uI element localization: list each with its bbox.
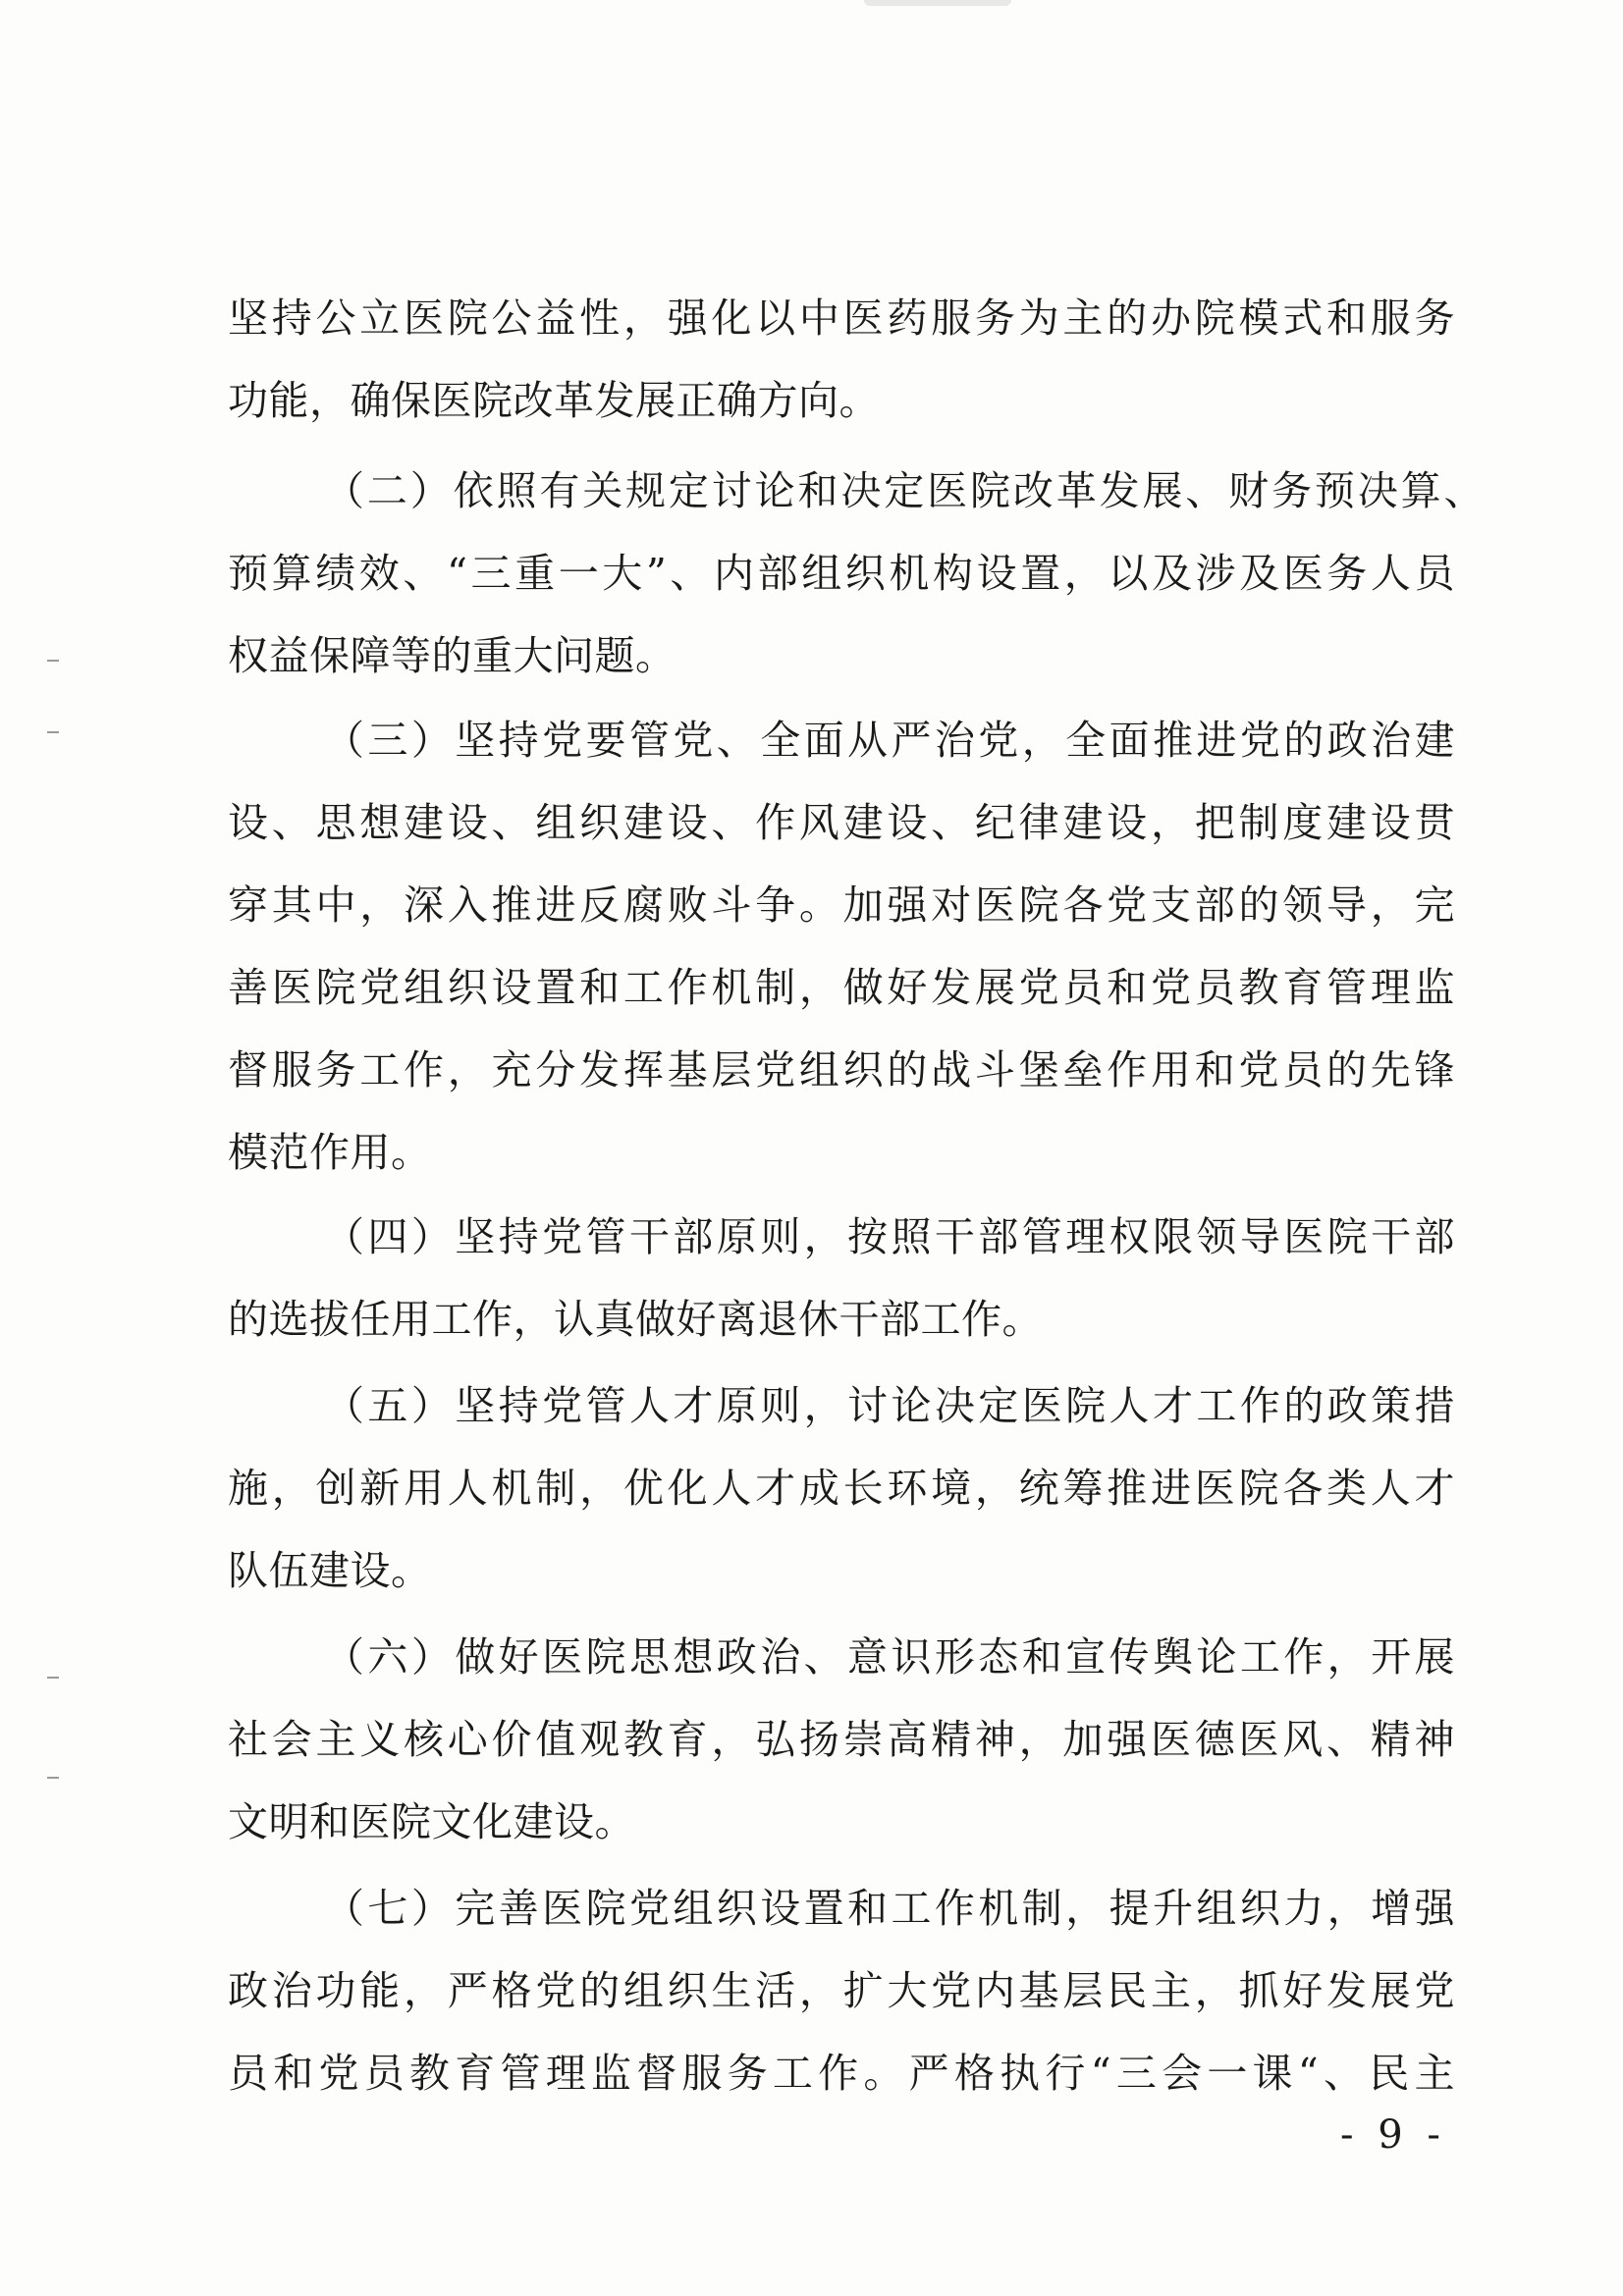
text-line: 功能，确保医院改革发展正确方向。 bbox=[228, 377, 880, 424]
text-line: 文明和医院文化建设。 bbox=[228, 1798, 635, 1845]
text-line: （六）做好医院思想政治、意识形态和宣传舆论工作，开展 bbox=[324, 1633, 1455, 1681]
text-line: 坚持公立医院公益性，强化以中医药服务为主的办院模式和服务 bbox=[228, 294, 1455, 342]
text-line: （五）坚持党管人才原则，讨论决定医院人才工作的政策措 bbox=[324, 1382, 1455, 1429]
text-line: 社会主义核心价值观教育，弘扬崇高精神，加强医德医风、精神 bbox=[228, 1716, 1455, 1763]
text-line: （三）坚持党要管党、全面从严治党，全面推进党的政治建 bbox=[324, 717, 1455, 764]
page-number: - 9 - bbox=[1340, 2112, 1446, 2158]
text-line: 的选拔任用工作，认真做好离退休干部工作。 bbox=[228, 1296, 1043, 1343]
text-line: 员和党员教育管理监督服务工作。严格执行“三会一课“、民主 bbox=[228, 2050, 1455, 2097]
text-line: 设、思想建设、组织建设、作风建设、纪律建设，把制度建设贯 bbox=[228, 799, 1455, 846]
text-line: 施，创新用人机制，优化人才成长环境，统筹推进医院各类人才 bbox=[228, 1465, 1455, 1512]
text-line: 预算绩效、“三重一大”、内部组织机构设置，以及涉及医务人员 bbox=[228, 550, 1455, 597]
text-line: 善医院党组织设置和工作机制，做好发展党员和党员教育管理监 bbox=[228, 964, 1455, 1011]
text-line: （四）坚持党管干部原则，按照干部管理权限领导医院干部 bbox=[324, 1213, 1455, 1260]
text-line: （七）完善医院党组织设置和工作机制，提升组织力，增强 bbox=[324, 1885, 1455, 1932]
text-line: 队伍建设。 bbox=[228, 1547, 432, 1594]
text-line: 政治功能，严格党的组织生活，扩大党内基层民主，抓好发展党 bbox=[228, 1967, 1455, 2014]
text-line: 穿其中，深入推进反腐败斗争。加强对医院各党支部的领导，完 bbox=[228, 881, 1455, 929]
text-line: 督服务工作，充分发挥基层党组织的战斗堡垒作用和党员的先锋 bbox=[228, 1046, 1455, 1094]
text-line: 权益保障等的重大问题。 bbox=[228, 632, 676, 679]
text-line: 模范作用。 bbox=[228, 1129, 432, 1176]
text-line: （二）依照有关规定讨论和决定医院改革发展、财务预决算、 bbox=[324, 467, 1485, 514]
